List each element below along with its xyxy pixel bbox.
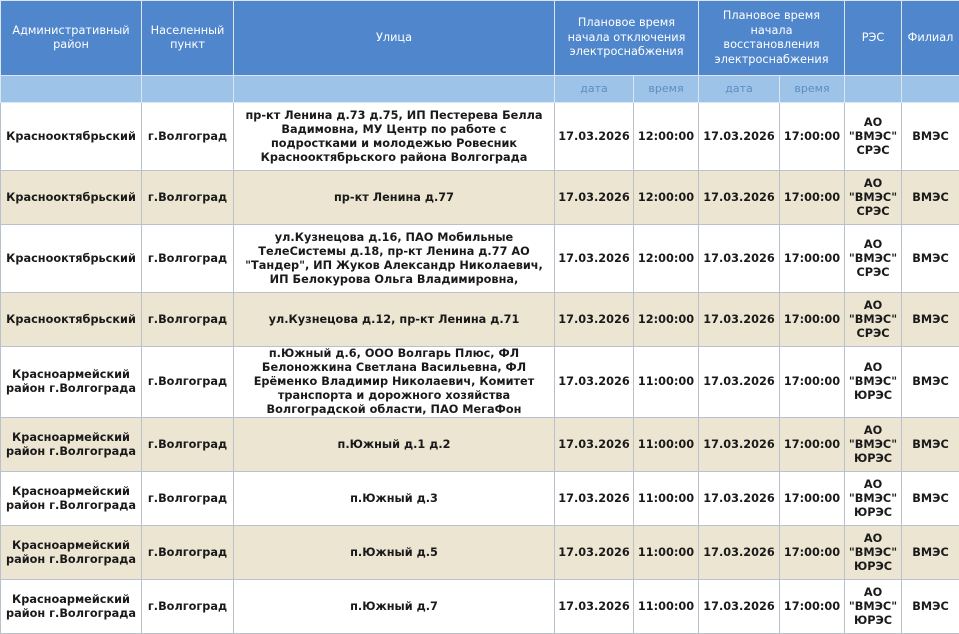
cell-on-date: 17.03.2026	[699, 293, 780, 347]
cell-off-date: 17.03.2026	[555, 526, 634, 580]
cell-res: АО "ВМЭС" СРЭС	[845, 225, 902, 293]
table-row	[1, 472, 959, 526]
header-street: Улица	[234, 1, 555, 76]
cell-street: пр-кт Ленина д.77	[234, 171, 555, 225]
table-row	[1, 580, 959, 634]
cell-off-time: 11:00:00	[634, 526, 699, 580]
cell-res: АО "ВМЭС" ЮРЭС	[845, 418, 902, 472]
header-branch: Филиал	[902, 1, 959, 76]
cell-locality: г.Волгоград	[142, 418, 234, 472]
subheader-on-time: время	[780, 76, 845, 103]
subheader-blank	[902, 76, 959, 103]
cell-district: Краснооктябрьский	[1, 171, 142, 225]
cell-off-time: 12:00:00	[634, 293, 699, 347]
cell-on-time: 17:00:00	[780, 103, 845, 171]
cell-street: п.Южный д.1 д.2	[234, 418, 555, 472]
cell-street: пр-кт Ленина д.73 д.75, ИП Пестерева Белла Вадимовна, МУ Центр по работе с подростками и молодежью Ровесник Краснооктябрьского района Волгограда	[234, 103, 555, 171]
cell-branch: ВМЭС	[902, 293, 959, 347]
cell-branch: ВМЭС	[902, 526, 959, 580]
cell-on-time: 17:00:00	[780, 418, 845, 472]
table-row	[1, 171, 959, 225]
cell-off-date: 17.03.2026	[555, 225, 634, 293]
cell-street: п.Южный д.3	[234, 472, 555, 526]
cell-locality: г.Волгоград	[142, 171, 234, 225]
cell-on-time: 17:00:00	[780, 526, 845, 580]
cell-on-time: 17:00:00	[780, 293, 845, 347]
cell-branch: ВМЭС	[902, 103, 959, 171]
cell-res: АО "ВМЭС" ЮРЭС	[845, 580, 902, 634]
cell-off-time: 11:00:00	[634, 580, 699, 634]
cell-locality: г.Волгоград	[142, 580, 234, 634]
cell-off-time: 11:00:00	[634, 418, 699, 472]
cell-locality: г.Волгоград	[142, 225, 234, 293]
cell-off-time: 11:00:00	[634, 472, 699, 526]
cell-off-date: 17.03.2026	[555, 293, 634, 347]
cell-res: АО "ВМЭС" СРЭС	[845, 103, 902, 171]
table-row	[1, 225, 959, 293]
header-restore-time: Плановое время начала восстановления электроснабжения	[699, 1, 845, 76]
cell-off-date: 17.03.2026	[555, 347, 634, 418]
cell-branch: ВМЭС	[902, 472, 959, 526]
table-row	[1, 347, 959, 418]
table-subheader-row	[1, 76, 959, 103]
cell-district: Красноармейский район г.Волгограда	[1, 418, 142, 472]
table-row	[1, 293, 959, 347]
cell-off-date: 17.03.2026	[555, 418, 634, 472]
cell-off-date: 17.03.2026	[555, 171, 634, 225]
cell-district: Краснооктябрьский	[1, 225, 142, 293]
cell-on-date: 17.03.2026	[699, 225, 780, 293]
cell-locality: г.Волгоград	[142, 293, 234, 347]
cell-res: АО "ВМЭС" СРЭС	[845, 293, 902, 347]
cell-district: Краснооктябрьский	[1, 103, 142, 171]
cell-on-date: 17.03.2026	[699, 418, 780, 472]
table-row	[1, 526, 959, 580]
cell-on-time: 17:00:00	[780, 347, 845, 418]
header-off-time: Плановое время начала отключения электроснабжения	[555, 1, 699, 76]
cell-off-date: 17.03.2026	[555, 103, 634, 171]
cell-street: ул.Кузнецова д.12, пр-кт Ленина д.71	[234, 293, 555, 347]
cell-street: п.Южный д.7	[234, 580, 555, 634]
cell-off-time: 12:00:00	[634, 171, 699, 225]
cell-res: АО "ВМЭС" СРЭС	[845, 171, 902, 225]
cell-off-time: 12:00:00	[634, 225, 699, 293]
cell-locality: г.Волгоград	[142, 526, 234, 580]
cell-res: АО "ВМЭС" ЮРЭС	[845, 526, 902, 580]
subheader-off-date: дата	[555, 76, 634, 103]
cell-off-date: 17.03.2026	[555, 580, 634, 634]
cell-off-date: 17.03.2026	[555, 472, 634, 526]
cell-branch: ВМЭС	[902, 225, 959, 293]
cell-on-date: 17.03.2026	[699, 580, 780, 634]
cell-locality: г.Волгоград	[142, 103, 234, 171]
subheader-blank	[1, 76, 142, 103]
cell-res: АО "ВМЭС" ЮРЭС	[845, 347, 902, 418]
cell-street: п.Южный д.6, ООО Волгарь Плюс, ФЛ Белоножкина Светлана Васильевна, ФЛ Ерёменко Владимир Николаевич, Комитет транспорта и дорожного хозяйства Волгоградской области, ПАО МегаФон	[234, 347, 555, 418]
subheader-blank	[845, 76, 902, 103]
subheader-off-time: время	[634, 76, 699, 103]
cell-on-date: 17.03.2026	[699, 472, 780, 526]
cell-on-date: 17.03.2026	[699, 526, 780, 580]
cell-on-date: 17.03.2026	[699, 347, 780, 418]
header-district: Административный район	[1, 1, 142, 76]
cell-branch: ВМЭС	[902, 418, 959, 472]
cell-on-date: 17.03.2026	[699, 103, 780, 171]
cell-street: п.Южный д.5	[234, 526, 555, 580]
cell-district: Красноармейский район г.Волгограда	[1, 580, 142, 634]
cell-on-date: 17.03.2026	[699, 171, 780, 225]
cell-on-time: 17:00:00	[780, 472, 845, 526]
cell-branch: ВМЭС	[902, 347, 959, 418]
table-header-row	[1, 1, 959, 76]
cell-off-time: 12:00:00	[634, 103, 699, 171]
cell-district: Красноармейский район г.Волгограда	[1, 472, 142, 526]
cell-branch: ВМЭС	[902, 171, 959, 225]
subheader-blank	[142, 76, 234, 103]
cell-res: АО "ВМЭС" ЮРЭС	[845, 472, 902, 526]
cell-on-time: 17:00:00	[780, 225, 845, 293]
cell-district: Красноармейский район г.Волгограда	[1, 347, 142, 418]
cell-branch: ВМЭС	[902, 580, 959, 634]
cell-district: Красноармейский район г.Волгограда	[1, 526, 142, 580]
header-locality: Населенный пункт	[142, 1, 234, 76]
table-row	[1, 418, 959, 472]
cell-locality: г.Волгоград	[142, 472, 234, 526]
subheader-blank	[234, 76, 555, 103]
table-row	[1, 103, 959, 171]
cell-off-time: 11:00:00	[634, 347, 699, 418]
cell-on-time: 17:00:00	[780, 171, 845, 225]
subheader-on-date: дата	[699, 76, 780, 103]
cell-locality: г.Волгоград	[142, 347, 234, 418]
cell-street: ул.Кузнецова д.16, ПАО Мобильные ТелеСистемы д.18, пр-кт Ленина д.77 АО "Тандер", ИП Жуков Александр Николаевич, ИП Белокурова Ольга Владимировна,	[234, 225, 555, 293]
cell-on-time: 17:00:00	[780, 580, 845, 634]
cell-district: Краснооктябрьский	[1, 293, 142, 347]
header-res: РЭС	[845, 1, 902, 76]
